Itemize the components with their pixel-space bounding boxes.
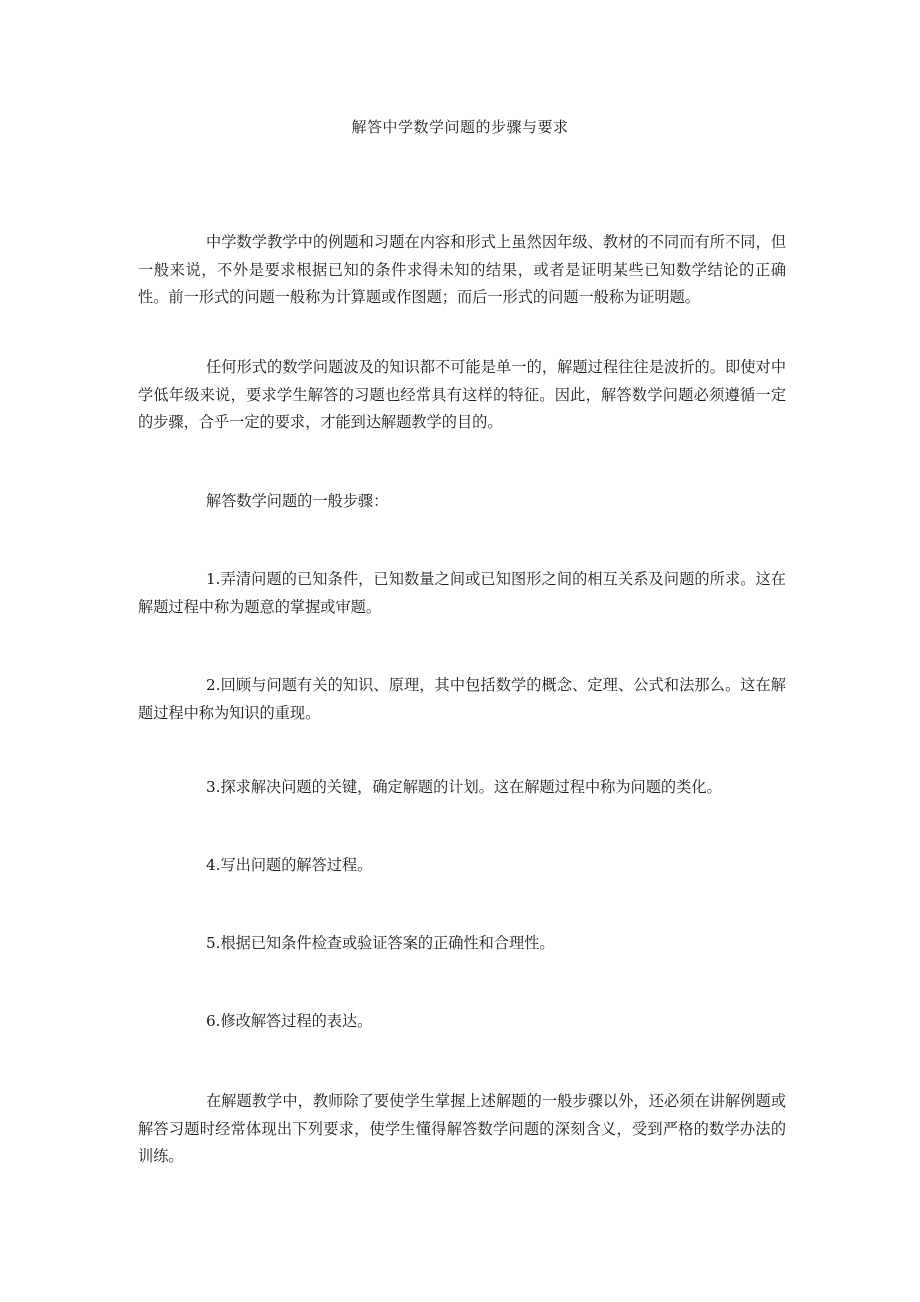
step-5: 5.根据已知条件检查或验证答案的正确性和合理性。 [206,934,555,952]
step-2: 2.回顾与问题有关的知识、原理，其中包括数学的概念、定理、公式和法那么。这在解题过程中称为知识的重现。 [138,676,786,722]
step-1: 1.弄清问题的已知条件，已知数量之间或已知图形之间的相互关系及问题的所求。这在解题过程中称为题意的掌握或审题。 [138,570,786,616]
paragraph-steps-heading: 解答数学问题的一般步骤： [206,492,389,510]
step-6: 6.修改解答过程的表达。 [206,1012,373,1030]
step-3: 3.探求解决问题的关键，确定解题的计划。这在解题过程中称为问题的类化。 [206,778,722,796]
step-4: 4.写出问题的解答过程。 [206,856,373,874]
paragraph-intro: 中学数学教学中的例题和习题在内容和形式上虽然因年级、教材的不同而有所不同，但一般来说，不外是要求根据已知的条件求得未知的结果，或者是证明某些已知数学结论的正确性。前一形式的问题一般称为计算题或作图题；而后一形式的问题一般称为证明题。 [138,233,786,306]
paragraph-teaching-requirements: 在解题教学中，教师除了要使学生掌握上述解题的一般步骤以外，还必须在讲解例题或解答习题时经常体现出下列要求，使学生懂得解答数学问题的深刻含义，受到严格的数学办法的训练。 [138,1092,786,1165]
document-title: 解答中学数学问题的步骤与要求 [351,118,569,136]
paragraph-complexity: 任何形式的数学问题波及的知识都不可能是单一的，解题过程往往是波折的。即使对中学低年级来说，要求学生解答的习题也经常具有这样的特征。因此，解答数学问题必须遵循一定的步骤，合乎一定的要求，才能到达解题教学的目的。 [138,358,786,431]
